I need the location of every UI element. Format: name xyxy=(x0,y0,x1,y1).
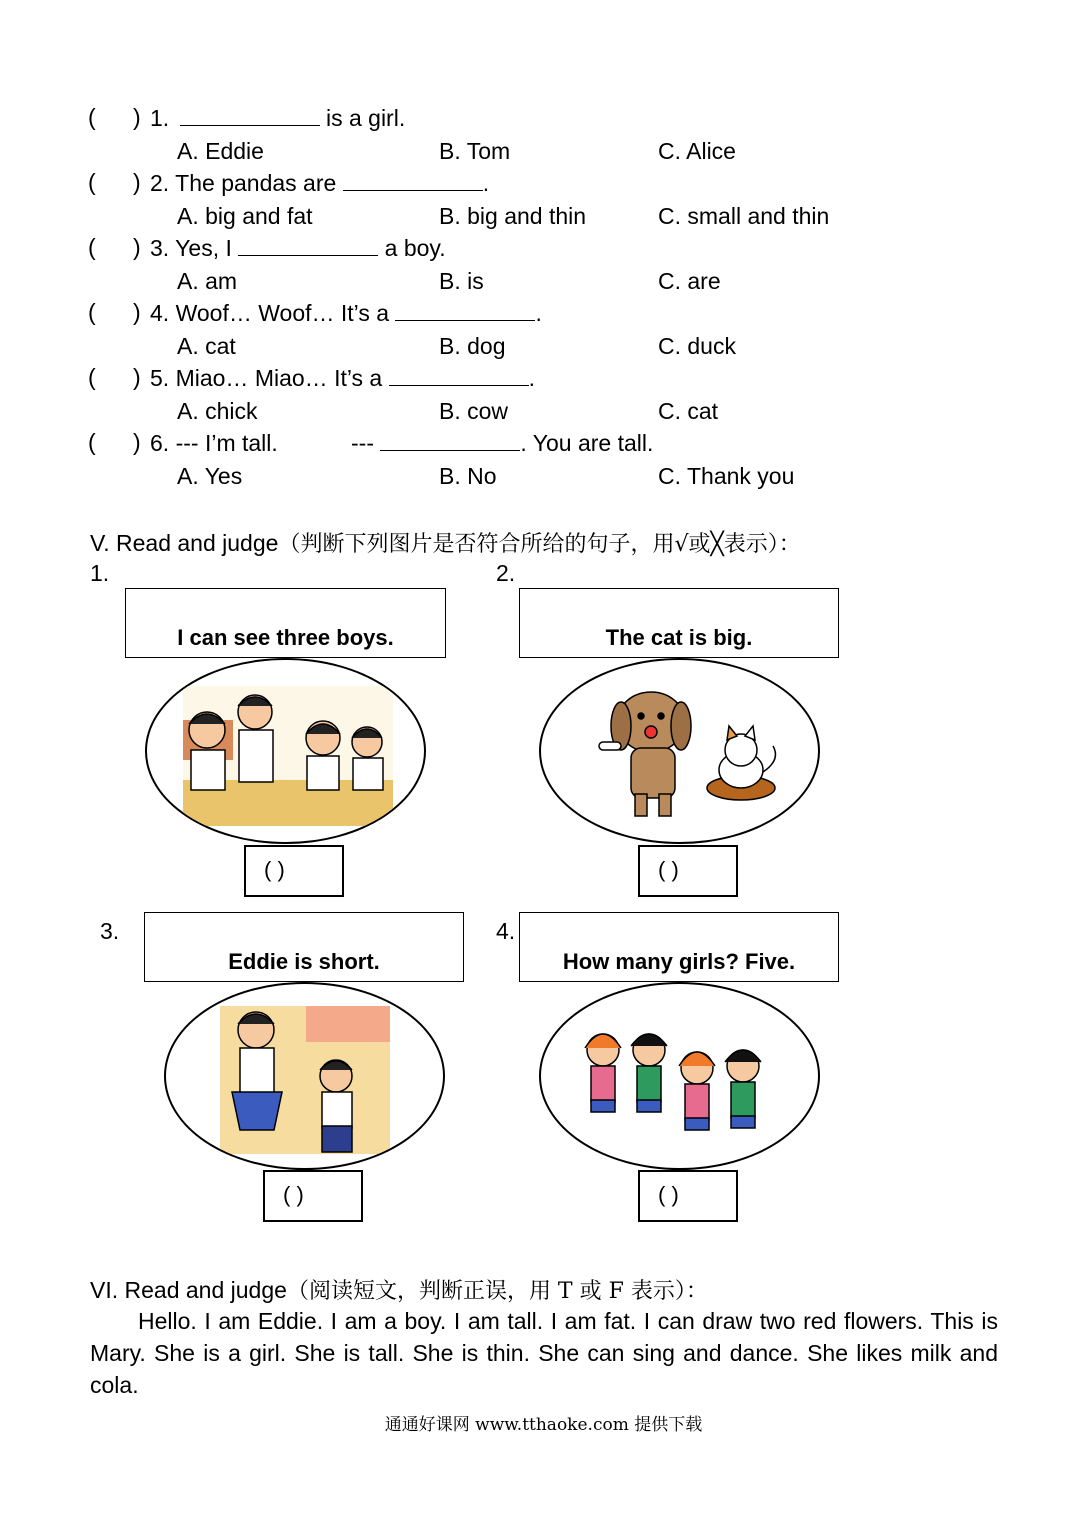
question-6-reply xyxy=(351,429,653,457)
answer-paren: ( ) xyxy=(264,857,285,882)
answer-paren-open: ( xyxy=(88,234,96,260)
option-c: C. cat xyxy=(658,398,719,424)
question-text: --- I’m tall. xyxy=(175,430,278,456)
option-c: C. small and thin xyxy=(658,203,830,229)
option-c: C. duck xyxy=(658,333,736,359)
page-footer: 通通好课网 www.tthaoke.com 提供下载 xyxy=(384,1415,703,1435)
option-b: B. big and thin xyxy=(439,203,587,229)
option-c: C. Alice xyxy=(658,138,736,164)
picture-oval xyxy=(539,658,820,844)
item-number: 4. xyxy=(496,918,516,944)
option-a: A. am xyxy=(177,268,238,294)
picture-oval xyxy=(164,982,445,1170)
section-5-heading xyxy=(90,527,801,558)
section-title: Read and judge xyxy=(124,1277,287,1303)
answer-box[interactable] xyxy=(638,845,738,897)
answer-paren-open: ( xyxy=(88,169,96,195)
sentence-box xyxy=(125,588,446,658)
answer-paren-close: ) xyxy=(133,429,141,455)
question-text: is a girl. xyxy=(319,105,406,131)
option-a: A. Yes xyxy=(177,463,243,489)
section-instruction: （判断下列图片是否符合所给的句子，用√或╳表示）： xyxy=(278,532,801,557)
question-5 xyxy=(150,364,535,392)
question-number: 1. xyxy=(150,105,170,131)
question-1 xyxy=(150,104,405,132)
question-4 xyxy=(150,299,542,327)
answer-paren-close: ) xyxy=(133,104,141,130)
question-number: 3. xyxy=(150,235,170,261)
question-text-end: a boy. xyxy=(378,235,446,261)
question-number: 5. xyxy=(150,365,170,391)
question-text: Woof… Woof… It’s a xyxy=(175,300,396,326)
question-text: Miao… Miao… It’s a xyxy=(175,365,389,391)
question-2 xyxy=(150,169,489,197)
answer-paren-open: ( xyxy=(88,299,96,325)
question-number: 4. xyxy=(150,300,170,326)
option-a: A. big and fat xyxy=(177,203,313,229)
option-a: A. Eddie xyxy=(177,138,264,164)
answer-paren: ( ) xyxy=(658,1182,679,1207)
four-girls-picture xyxy=(541,984,820,1170)
section-number: V. xyxy=(90,530,110,556)
section-instruction: （阅读短文，判断正误，用 T 或 F 表示）： xyxy=(286,1279,708,1304)
sentence-text: How many girls? Five. xyxy=(562,949,796,974)
question-text-end: . xyxy=(482,170,490,196)
item-number: 2. xyxy=(496,560,516,586)
answer-blank xyxy=(343,170,483,191)
answer-paren: ( ) xyxy=(283,1182,304,1207)
option-c: C. Thank you xyxy=(658,463,795,489)
answer-blank xyxy=(180,105,320,126)
answer-paren-open: ( xyxy=(88,364,96,390)
answer-box[interactable] xyxy=(244,845,344,897)
section-title: Read and judge xyxy=(116,530,279,556)
dog-and-cat-picture xyxy=(541,660,820,844)
option-a: A. chick xyxy=(177,398,258,424)
answer-box[interactable] xyxy=(263,1170,363,1222)
picture-oval xyxy=(539,982,820,1170)
option-b: B. Tom xyxy=(439,138,511,164)
answer-paren-open: ( xyxy=(88,429,96,455)
question-text: Yes, I xyxy=(175,235,239,261)
question-text-end: . You are tall. xyxy=(520,430,654,456)
question-6 xyxy=(150,429,278,457)
answer-paren-close: ) xyxy=(133,169,141,195)
sentence-box xyxy=(519,912,839,982)
item-number: 1. xyxy=(90,560,110,586)
section-number: VI. xyxy=(90,1277,119,1303)
answer-blank xyxy=(380,430,520,451)
answer-paren-open: ( xyxy=(88,104,96,130)
question-number: 6. xyxy=(150,430,170,456)
classroom-children-picture xyxy=(147,660,426,844)
question-text: The pandas are xyxy=(175,170,343,196)
girl-and-boy-picture xyxy=(166,984,445,1170)
reply-dashes: --- xyxy=(351,430,381,456)
answer-blank xyxy=(238,235,378,256)
answer-paren-close: ) xyxy=(133,299,141,325)
question-number: 2. xyxy=(150,170,170,196)
answer-box[interactable] xyxy=(638,1170,738,1222)
section-6-heading xyxy=(90,1274,708,1305)
sentence-text: I can see three boys. xyxy=(177,625,394,650)
option-b: B. cow xyxy=(439,398,509,424)
answer-blank xyxy=(395,300,535,321)
question-3 xyxy=(150,234,446,262)
sentence-text: Eddie is short. xyxy=(228,949,380,974)
option-b: B. is xyxy=(439,268,484,294)
answer-blank xyxy=(389,365,529,386)
answer-paren-close: ) xyxy=(133,364,141,390)
item-number: 3. xyxy=(100,918,120,944)
option-b: B. dog xyxy=(439,333,506,359)
answer-paren-close: ) xyxy=(133,234,141,260)
sentence-box xyxy=(519,588,839,658)
question-text-end: . xyxy=(535,300,542,326)
question-text-end: . xyxy=(528,365,535,391)
sentence-text: The cat is big. xyxy=(605,625,753,650)
reading-passage: Hello. I am Eddie. I am a boy. I am tall. I am fat. I can draw two red flowers. This is Mary. She is a girl. She is tall. She is thin. She can sing and dance. She likes milk and cola. xyxy=(90,1308,998,1398)
sentence-box xyxy=(144,912,464,982)
option-c: C. are xyxy=(658,268,721,294)
option-b: B. No xyxy=(439,463,497,489)
picture-oval xyxy=(145,658,426,844)
option-a: A. cat xyxy=(177,333,236,359)
answer-paren: ( ) xyxy=(658,857,679,882)
